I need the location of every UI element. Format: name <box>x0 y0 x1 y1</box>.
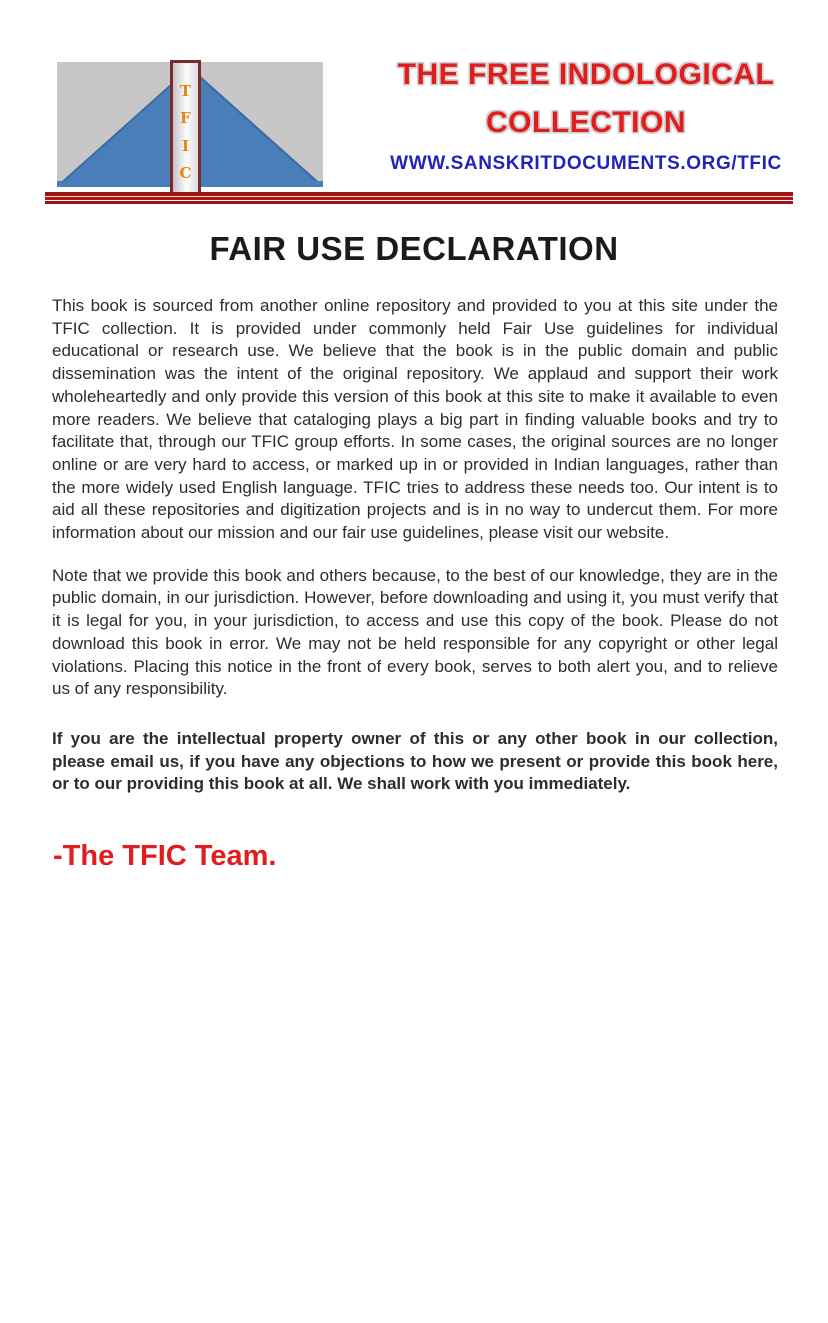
logo-letter-i: I <box>181 136 190 155</box>
fair-use-paragraph-3: If you are the intellectual property owner of this or any other book in our collection, please email us, if you have any objections to how we present or provide this book here, or to our providing this book at all. We shall work with you immediately. <box>52 728 778 794</box>
masthead <box>372 58 800 175</box>
collection-title-line2: COLLECTION <box>486 106 686 139</box>
tfic-team-signature: -The TFIC Team. <box>53 840 277 872</box>
collection-title-line1: THE FREE INDOLOGICAL <box>397 58 775 91</box>
website-url: WWW.SANSKRITDOCUMENTS.ORG/TFIC <box>390 153 782 174</box>
fair-use-paragraph-2: Note that we provide this book and others because, to the best of our knowledge, they are in the public domain, in our jurisdiction. However, before downloading and using it, you must verify that it is legal for you, in your jurisdiction, to access and use this copy of the book. Please do not download this book in error. We may not be held responsible for any copyright or other legal violations. Placing this notice in the front of every book, serves to both alert you, and to relieve us of any responsibility. <box>52 565 778 699</box>
page-title: FAIR USE DECLARATION <box>209 230 619 267</box>
logo-letter-f: F <box>180 109 191 128</box>
logo-letter-t: T <box>179 81 192 100</box>
fair-use-paragraph-1: This book is sourced from another online repository and provided to you at this site under the TFIC collection. It is provided under commonly held Fair Use guidelines for individual educational or research use. We believe that the book is in the public domain and public dissemination was the intent of the original repository. We applaud and support their work wholeheartedly and only provide this version of this book at this site to make it available to even more readers. We believe that cataloging plays a big part in finding valuable books and try to facilitate that, through our TFIC group efforts. In some cases, the original sources are no longer online or are very hard to access, or marked up in or provided in Indian languages, rather than the more widely used English language. TFIC tries to address these needs too. Our intent is to aid all these repositories and digitization projects and is in no way to undercut them. For more information about our mission and our fair use guidelines, please visit our website. <box>52 296 778 543</box>
declaration-text <box>52 295 778 816</box>
logo-tfic-column <box>170 60 201 199</box>
tfic-logo <box>57 62 323 187</box>
logo-letter-c: C <box>179 164 192 183</box>
header-divider <box>45 192 793 204</box>
